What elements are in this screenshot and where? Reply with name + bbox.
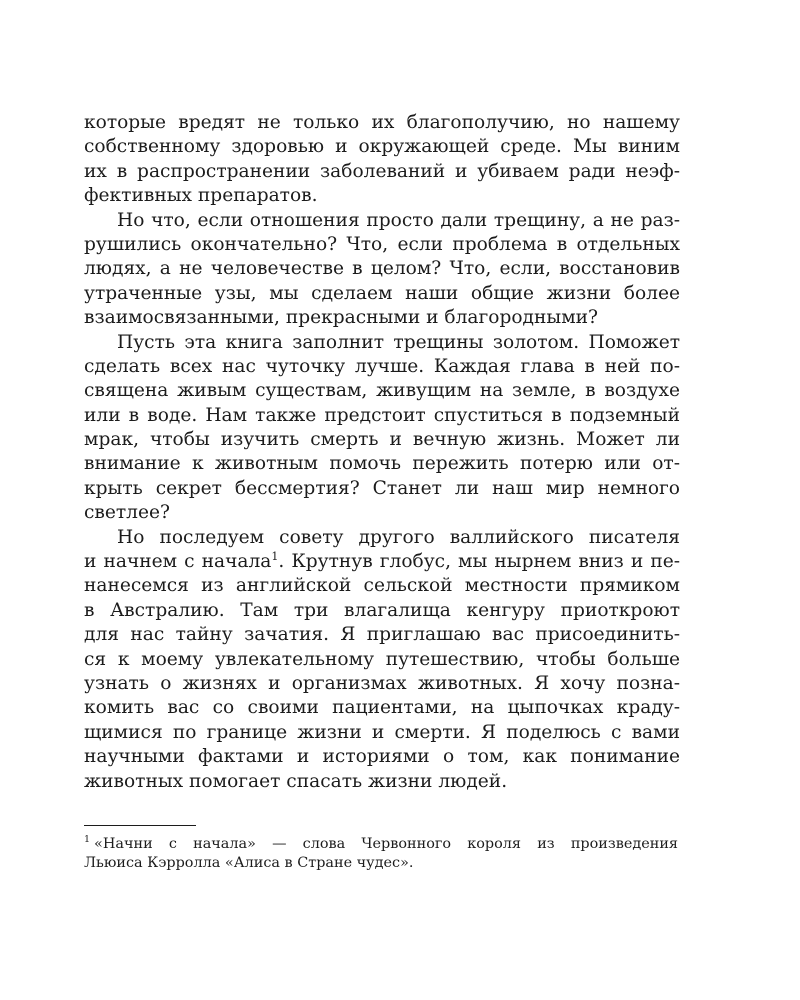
text-line: мрак, чтобы изучить смерть и вечную жизнь. Может ли <box>84 429 680 451</box>
text-line: светлее? <box>84 502 170 524</box>
text-line: собственному здоровью и окружающей среде. Мы виним <box>84 136 680 158</box>
text-line: людях, а не человечестве в целом? Что, если, восстановив <box>84 258 680 280</box>
text-line: ся к моему увлекательному путешествию, чтобы больше <box>84 648 680 670</box>
text-line: внимание к животным помочь пережить потерю или от- <box>84 453 680 475</box>
text-line: научными фактами и историями о том, как понимание <box>84 746 680 768</box>
paragraph <box>84 526 680 794</box>
text-line: утраченные узы, мы сделаем наши общие жизни более <box>84 282 680 304</box>
text-line: Но что, если отношения просто дали трещину, а не раз- <box>117 209 680 231</box>
paragraph <box>84 111 680 209</box>
text-line: фективных препаратов. <box>84 185 318 207</box>
text-line: Но последуем совету другого валлийского писателя <box>117 526 680 548</box>
footnote-line <box>84 835 678 854</box>
paragraph <box>84 331 680 526</box>
text-fragment: . Крутнув глобус, мы нырнем вниз и пе- <box>278 551 680 573</box>
footnote-text: «Начни с начала» — слова Червонного короля из произведения <box>94 836 678 852</box>
footnote-line: Льюиса Кэрролла «Алиса в Стране чудес». <box>84 855 414 872</box>
paragraph <box>84 209 680 331</box>
footnote-divider <box>84 825 196 826</box>
text-line: сделать всех нас чуточку лучше. Каждая глава в ней по- <box>84 355 680 377</box>
text-fragment: и начнем с начала <box>84 551 272 573</box>
text-line: крыть секрет бессмертия? Станет ли наш мир немного <box>84 477 680 499</box>
text-line: в Австралию. Там три влагалища кенгуру приоткроют <box>84 599 680 621</box>
text-line: Пусть эта книга заполнит трещины золотом. Поможет <box>117 331 680 353</box>
text-line: комить вас со своими пациентами, на цыпочках краду- <box>84 697 680 719</box>
text-line: которые вредят не только их благополучию, но нашему <box>84 112 680 133</box>
text-line: нанесемся из английской сельской местности прямиком <box>84 575 680 597</box>
text-line: рушились окончательно? Что, если проблема в отдельных <box>84 233 680 255</box>
footnote <box>84 835 678 873</box>
text-line: животных помогает спасать жизни людей. <box>84 770 508 792</box>
main-text <box>84 111 680 794</box>
text-line: взаимосвязанными, прекрасными и благородными? <box>84 307 599 329</box>
text-line: узнать о жизнях и организмах животных. Я хочу позна- <box>84 672 680 694</box>
text-line: для нас тайну зачатия. Я приглашаю вас присоединить- <box>84 624 680 646</box>
footnote-reference[interactable]: 1 <box>271 549 279 563</box>
footnote-marker: 1 <box>84 834 91 846</box>
text-line: их в распространении заболеваний и убиваем ради неэф- <box>84 160 680 182</box>
text-line-with-footnote-ref <box>84 550 680 574</box>
text-line: или в воде. Нам также предстоит спуститься в подземный <box>84 404 680 426</box>
text-line: священа живым существам, живущим на земле, в воздухе <box>84 380 680 402</box>
text-line: щимися по границе жизни и смерти. Я поделюсь с вами <box>84 721 680 743</box>
